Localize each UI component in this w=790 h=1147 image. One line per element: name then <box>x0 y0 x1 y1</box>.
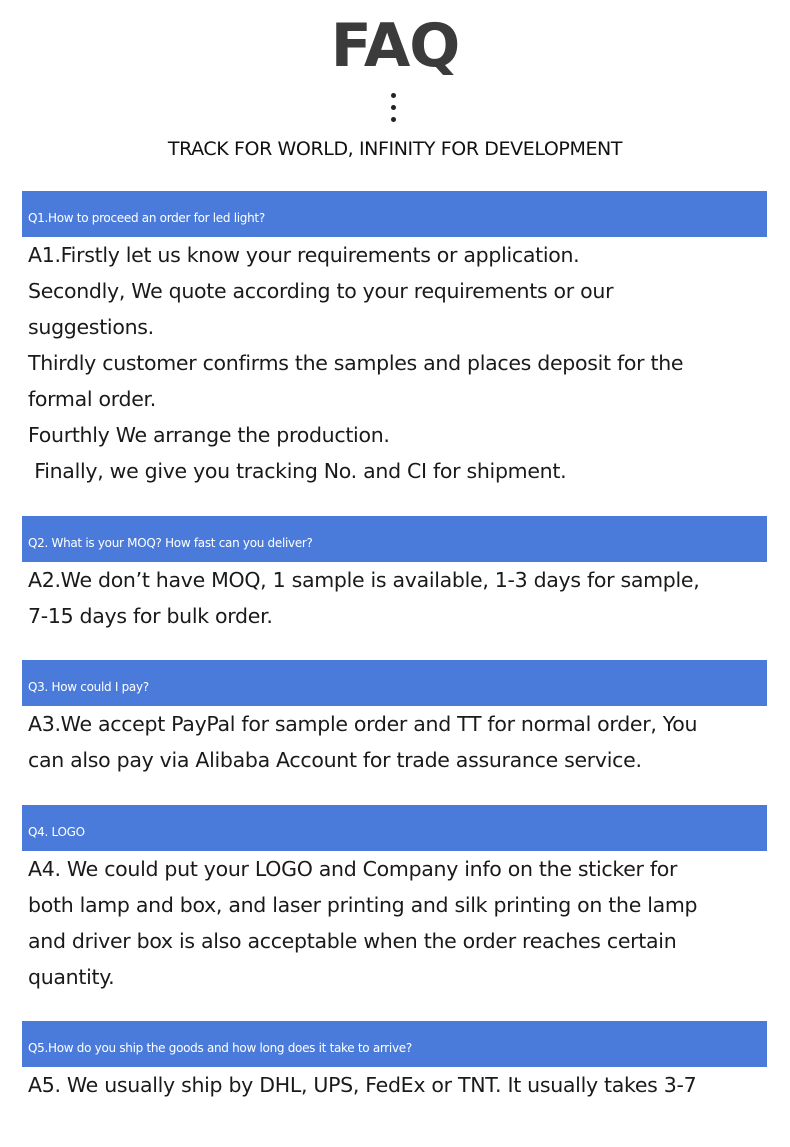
dot <box>391 93 396 98</box>
answer-line: A3.We accept PayPal for sample order and TT for normal order, You <box>28 712 698 736</box>
answer-line: and driver box is also acceptable when the order reaches certain <box>28 929 677 953</box>
question-heading: Q5.How do you ship the goods and how long does it take to arrive? <box>22 1021 767 1067</box>
answer-text <box>22 237 767 489</box>
answer-line: A5. We usually ship by DHL, UPS, FedEx or TNT. It usually takes 3-7 <box>28 1073 697 1097</box>
answer-line: A4. We could put your LOGO and Company info on the sticker for <box>28 857 678 881</box>
faq-item-2 <box>22 516 767 634</box>
answer-line: A1.Firstly let us know your requirements or application. <box>28 243 580 267</box>
faq-item-4 <box>22 805 767 995</box>
answer-text <box>22 1067 767 1103</box>
question-heading: Q2. What is your MOQ? How fast can you deliver? <box>22 516 767 562</box>
answer-line: Secondly, We quote according to your requirements or our <box>28 279 614 303</box>
answer-line: Fourthly We arrange the production. <box>28 423 390 447</box>
answer-line: suggestions. <box>28 315 154 339</box>
answer-line: both lamp and box, and laser printing and silk printing on the lamp <box>28 893 698 917</box>
answer-line: 7-15 days for bulk order. <box>28 604 273 628</box>
question-heading: Q4. LOGO <box>22 805 767 851</box>
page-title: FAQ <box>330 11 460 81</box>
answer-line: Finally, we give you tracking No. and CI for shipment. <box>28 459 567 483</box>
answer-text <box>22 706 767 778</box>
page-subtitle: TRACK FOR WORLD, INFINITY FOR DEVELOPMENT <box>167 138 623 160</box>
answer-text <box>22 851 767 995</box>
answer-line: quantity. <box>28 965 115 989</box>
answer-line: A2.We don’t have MOQ, 1 sample is available, 1-3 days for sample, <box>28 568 700 592</box>
dot <box>391 117 396 122</box>
faq-item-3 <box>22 660 767 778</box>
answer-line: Thirdly customer confirms the samples and places deposit for the <box>28 351 684 375</box>
answer-line: formal order. <box>28 387 156 411</box>
answer-text <box>22 562 767 634</box>
faq-item-1 <box>22 191 767 489</box>
question-heading: Q1.How to proceed an order for led light? <box>22 191 767 237</box>
vertical-dots-icon <box>391 93 397 129</box>
faq-item-5 <box>22 1021 767 1103</box>
answer-line: can also pay via Alibaba Account for trade assurance service. <box>28 748 642 772</box>
question-heading: Q3. How could I pay? <box>22 660 767 706</box>
dot <box>391 105 396 110</box>
